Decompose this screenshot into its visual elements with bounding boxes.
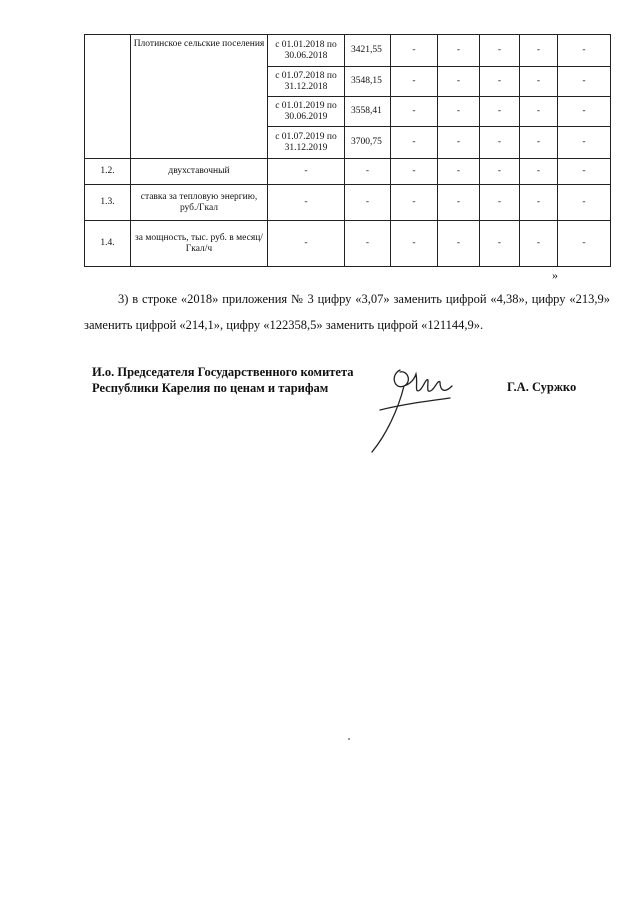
dash-cell: - xyxy=(480,221,520,267)
dash-cell: - xyxy=(391,159,438,185)
dash-cell: - xyxy=(438,185,480,221)
dash-cell: - xyxy=(268,185,345,221)
row-name: ставка за тепловую энергию, руб./Гкал xyxy=(131,185,268,221)
dash-cell: - xyxy=(391,185,438,221)
row-number: 1.3. xyxy=(85,185,131,221)
dash-cell: - xyxy=(558,185,611,221)
dash-cell: - xyxy=(345,221,391,267)
dash-cell: - xyxy=(520,67,558,97)
signatory-name: Г.А. Суржко xyxy=(507,380,577,394)
dash-cell: - xyxy=(558,159,611,185)
dash-cell: - xyxy=(391,127,438,159)
handwritten-signature xyxy=(360,350,470,460)
dash-cell: - xyxy=(558,35,611,67)
row-number-cell xyxy=(85,35,131,159)
period-cell: с 01.07.2019 по 31.12.2019 xyxy=(268,127,345,159)
row-number: 1.2. xyxy=(85,159,131,185)
dash-cell: - xyxy=(268,221,345,267)
scan-speck xyxy=(348,738,350,740)
dash-cell: - xyxy=(391,97,438,127)
dash-cell: - xyxy=(438,159,480,185)
dash-cell: - xyxy=(520,221,558,267)
dash-cell: - xyxy=(520,159,558,185)
signatory-title xyxy=(92,364,354,396)
dash-cell: - xyxy=(391,221,438,267)
row-number: 1.4. xyxy=(85,221,131,267)
table-row xyxy=(85,221,611,267)
row-name: за мощность, тыс. руб. в месяц/Гкал/ч xyxy=(131,221,268,267)
table-row xyxy=(85,185,611,221)
dash-cell: - xyxy=(520,97,558,127)
closing-quote: » xyxy=(552,268,558,282)
period-cell: с 01.07.2018 по 31.12.2018 xyxy=(268,67,345,97)
dash-cell: - xyxy=(268,159,345,185)
signatory-title-line-2: Республики Карелия по ценам и тарифам xyxy=(92,381,329,395)
dash-cell: - xyxy=(480,67,520,97)
dash-cell: - xyxy=(438,221,480,267)
tariff-value: 3700,75 xyxy=(345,127,391,159)
tariff-value: 3548,15 xyxy=(345,67,391,97)
dash-cell: - xyxy=(391,67,438,97)
dash-cell: - xyxy=(391,35,438,67)
dash-cell: - xyxy=(520,185,558,221)
dash-cell: - xyxy=(438,127,480,159)
dash-cell: - xyxy=(520,35,558,67)
dash-cell: - xyxy=(480,35,520,67)
dash-cell: - xyxy=(558,127,611,159)
dash-cell: - xyxy=(558,97,611,127)
dash-cell: - xyxy=(438,35,480,67)
tariff-table xyxy=(84,34,611,267)
period-cell: с 01.01.2019 по 30.06.2019 xyxy=(268,97,345,127)
dash-cell: - xyxy=(480,127,520,159)
dash-cell: - xyxy=(520,127,558,159)
dash-cell: - xyxy=(480,185,520,221)
settlement-name: Плотинское сельские поселения xyxy=(131,35,268,159)
table-row xyxy=(85,159,611,185)
dash-cell: - xyxy=(345,159,391,185)
dash-cell: - xyxy=(345,185,391,221)
dash-cell: - xyxy=(438,97,480,127)
signatory-title-line-1: И.о. Председателя Государственного комитета xyxy=(92,365,354,379)
dash-cell: - xyxy=(438,67,480,97)
dash-cell: - xyxy=(558,221,611,267)
tariff-value: 3421,55 xyxy=(345,35,391,67)
period-cell: с 01.01.2018 по 30.06.2018 xyxy=(268,35,345,67)
tariff-value: 3558,41 xyxy=(345,97,391,127)
dash-cell: - xyxy=(480,97,520,127)
table-row xyxy=(85,35,611,67)
dash-cell: - xyxy=(558,67,611,97)
amendment-paragraph: 3) в строке «2018» приложения № 3 цифру «3,07» заменить цифрой «4,38», цифру «213,9» заменить цифрой «214,1», цифру «122358,5» заменить цифрой «121144,9». xyxy=(84,292,610,332)
row-name: двухставочный xyxy=(131,159,268,185)
dash-cell: - xyxy=(480,159,520,185)
